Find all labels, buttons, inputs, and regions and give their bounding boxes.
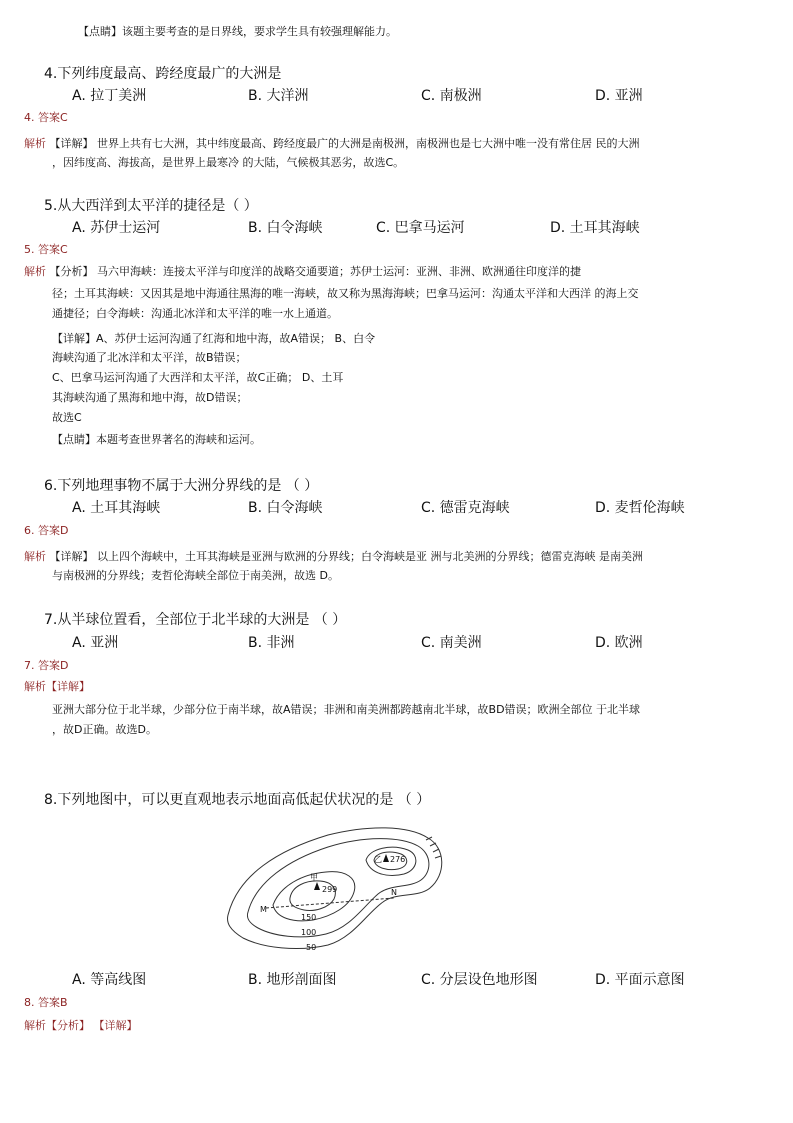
q6-analysis-line1: 【详解】 以上四个海峡中，土耳其海峡是亚洲与欧洲的分界线；白令海峡是亚 洲与北美洲的分界线；德雷克海峡 是南美洲 (49, 550, 643, 563)
q4-answer: 4. 答案C (24, 111, 68, 124)
q5-analysis-line9: 【点睛】本题考查世界著名的海峡和运河。 (52, 433, 261, 446)
q6-answer: 6. 答案D (24, 524, 69, 537)
q5-analysis-line3: 通捷径；白令海峡：沟通北冰洋和太平洋的唯一水上通道。 (52, 307, 338, 320)
contour-line-100 (247, 839, 429, 937)
q7-option-c: C. 南美洲 (421, 635, 482, 651)
q5-analysis-line7: 其海峡沟通了黑海和地中海，故D错误； (52, 391, 248, 404)
profile-line (266, 898, 394, 908)
map-label-150: 150 (301, 913, 317, 922)
q7-option-d: D. 欧洲 (595, 635, 643, 651)
q4-analysis-line1: 【详解】 世界上共有七大洲，其中纬度最高、跨经度最广的大洲是南极洲，南极洲也是七大洲中唯一没有常住居 民的大洲 (49, 137, 640, 150)
q5-analysis-line8: 故选C (52, 411, 82, 424)
q8-option-b: B. 地形剖面图 (248, 972, 337, 988)
q5-answer: 5. 答案C (24, 243, 68, 256)
q5-option-b: B. 白令海峡 (248, 220, 323, 236)
analysis-label: 解析 (24, 137, 46, 150)
question-4: 4.下列纬度最高、跨经度最广的大洲是 (44, 66, 282, 82)
q5-analysis-line1: 【分析】 马六甲海峡：连接太平洋与印度洋的战略交通要道；苏伊士运河：亚洲、非洲、欧洲通往印度洋的捷 (49, 265, 581, 278)
q6-option-a: A. 土耳其海峡 (72, 500, 161, 516)
map-label-50: 50 (306, 943, 317, 952)
contour-map (218, 820, 458, 960)
q4-analysis (24, 136, 640, 152)
analysis-label: 解析 (24, 265, 46, 278)
summit-marker-2 (383, 854, 389, 862)
q5-option-c: C. 巴拿马运河 (376, 220, 465, 236)
map-label-299: 299 (322, 885, 338, 894)
q4-option-a: A. 拉丁美洲 (72, 88, 147, 104)
map-label-n: N (391, 888, 397, 897)
question-6: 6.下列地理事物不属于大洲分界线的是 （ ） (44, 478, 319, 494)
q5-analysis-line4: 【详解】A、苏伊士运河沟通了红海和地中海，故A错误； B、白令 (52, 332, 376, 345)
q8-option-a: A. 等高线图 (72, 972, 147, 988)
q7-answer: 7. 答案D (24, 659, 69, 672)
q7-analysis-line2: ，故D正确。故选D。 (52, 723, 157, 736)
q5-analysis (24, 264, 581, 280)
map-label-yi: 乙 (374, 855, 382, 864)
cliff-hatching (426, 837, 441, 858)
q5-option-a: A. 苏伊士运河 (72, 220, 161, 236)
q6-option-d: D. 麦哲伦海峡 (595, 500, 685, 516)
summit-marker-1 (314, 882, 320, 890)
q5-analysis-line6: C、巴拿马运河沟通了大西洋和太平洋，故C正确； D、土耳 (52, 371, 344, 384)
map-label-100: 100 (301, 928, 317, 937)
q5-option-d: D. 土耳其海峡 (550, 220, 640, 236)
question-5: 5.从大西洋到太平洋的捷径是（ ） (44, 198, 258, 214)
q4-option-b: B. 大洋洲 (248, 88, 309, 104)
q5-analysis-line2: 径；土耳其海峡：又因其是地中海通往黑海的唯一海峡，故又称为黑海海峡；巴拿马运河：沟通太平洋和大西洋 的海上交 (52, 287, 639, 300)
question-8: 8.下列地图中，可以更直观地表示地面高低起伏状况的是 （ ） (44, 792, 431, 808)
question-7: 7.从半球位置看，全部位于北半球的大洲是 （ ） (44, 612, 347, 628)
q6-analysis (24, 549, 643, 565)
q7-analysis-line1: 亚洲大部分位于北半球，少部分位于南半球，故A错误；非洲和南美洲都跨越南北半球，故BD错误；欧洲全部位 于北半球 (52, 703, 641, 716)
map-label-jia: 甲 (310, 873, 318, 882)
map-label-m: M (260, 905, 267, 914)
map-label-276: 276 (390, 855, 406, 864)
q4-option-c: C. 南极洲 (421, 88, 482, 104)
q8-option-c: C. 分层设色地形图 (421, 972, 538, 988)
q5-analysis-line5: 海峡沟通了北冰洋和太平洋，故B错误； (52, 351, 247, 364)
q7-option-a: A. 亚洲 (72, 635, 119, 651)
q8-analysis: 解析【分析】 【详解】 (24, 1019, 138, 1032)
q7-analysis-label: 解析【详解】 (24, 680, 90, 693)
q8-option-d: D. 平面示意图 (595, 972, 685, 988)
q6-option-c: C. 德雷克海峡 (421, 500, 510, 516)
q7-option-b: B. 非洲 (248, 635, 295, 651)
q4-analysis-line2: ，因纬度高、海拔高，是世界上最寒冷 的大陆，气候极其恶劣，故选C。 (52, 156, 405, 169)
top-note: 【点睛】该题主要考查的是日界线，要求学生具有较强理解能力。 (78, 25, 397, 38)
q6-analysis-line2: 与南极洲的分界线；麦哲伦海峡全部位于南美洲，故选 D。 (52, 569, 339, 582)
q6-option-b: B. 白令海峡 (248, 500, 323, 516)
q8-answer: 8. 答案B (24, 996, 68, 1009)
analysis-label: 解析 (24, 550, 46, 563)
q4-option-d: D. 亚洲 (595, 88, 643, 104)
